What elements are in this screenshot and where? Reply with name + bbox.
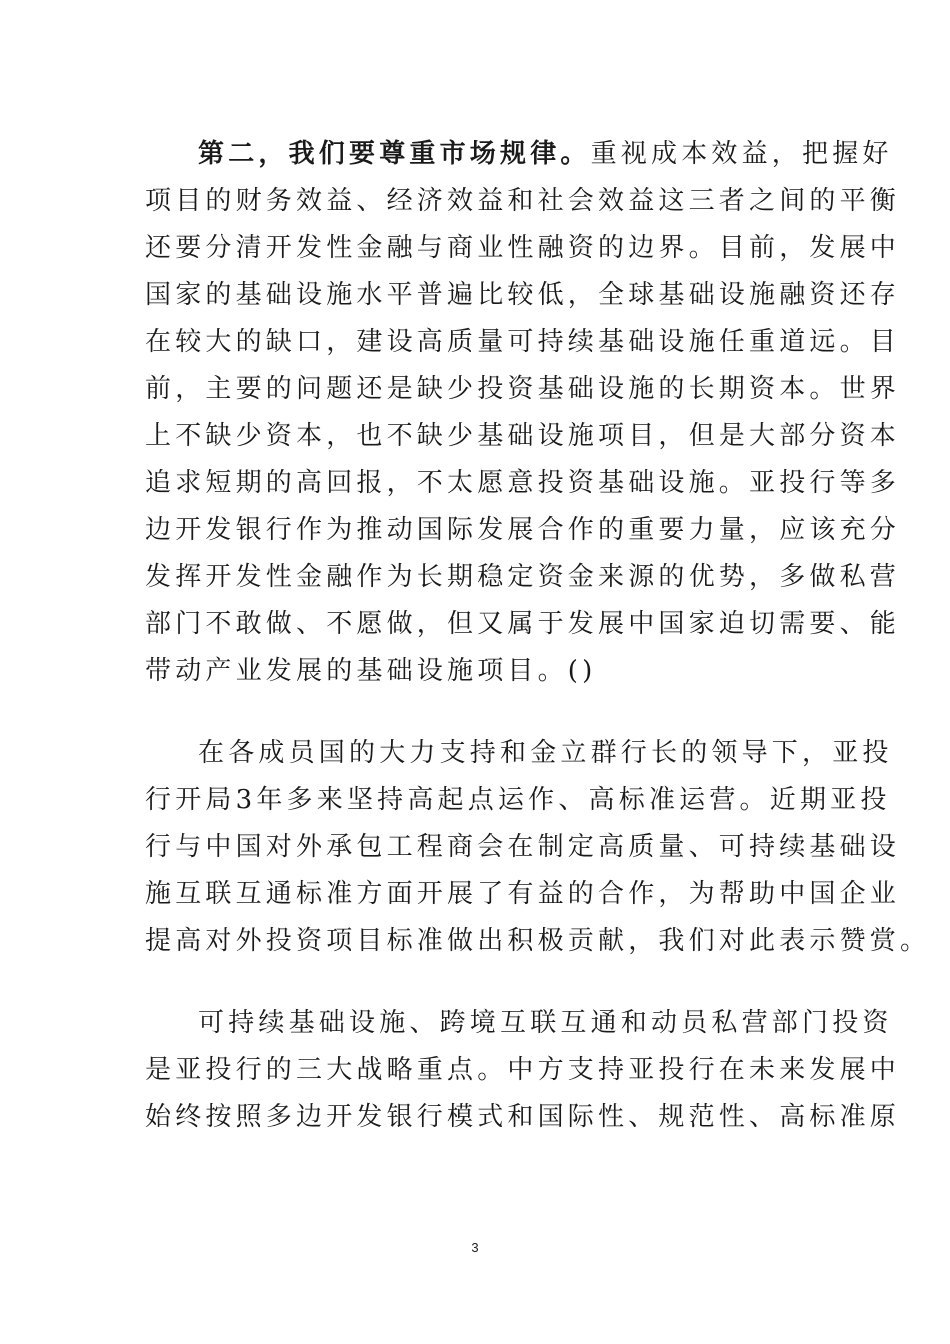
paragraph-1-line-1 [198,134,893,174]
paragraph-1-line-12: 带动产业发展的基础设施项目。() [145,656,597,686]
paragraph-1-line-5: 在较大的缺口，建设高质量可持续基础设施任重道远。目 [145,327,901,357]
paragraph-1-bold-lead: 第二，我们要尊重市场规律。 [198,139,591,169]
paragraph-2-line-3: 行与中国对外承包工程商会在制定高质量、可持续基础设 [145,832,901,862]
paragraph-1-line-1-text: 重视成本效益，把握好 [590,139,893,169]
paragraph-1-line-10: 发挥开发性金融作为长期稳定资金来源的优势，多做私营 [145,562,901,592]
page-number: 3 [471,1240,479,1255]
paragraph-1-line-8: 追求短期的高回报，不太愿意投资基础设施。亚投行等多 [145,468,901,498]
paragraph-2-line-5: 提高对外投资项目标准做出积极贡献，我们对此表示赞赏。 [145,926,931,956]
paragraph-1-line-4: 国家的基础设施水平普遍比较低，全球基础设施融资还存 [145,280,901,310]
paragraph-1-line-11: 部门不敢做、不愿做，但又属于发展中国家迫切需要、能 [145,609,901,639]
paragraph-1-line-2: 项目的财务效益、经济效益和社会效益这三者之间的平衡 [145,186,901,216]
paragraph-1-line-3: 还要分清开发性金融与商业性融资的边界。目前，发展中 [145,233,901,263]
paragraph-3-line-2: 是亚投行的三大战略重点。中方支持亚投行在未来发展中 [145,1055,901,1085]
paragraph-1-line-6: 前，主要的问题还是缺少投资基础设施的长期资本。世界 [145,374,901,404]
paragraph-1-line-9: 边开发银行作为推动国际发展合作的重要力量，应该充分 [145,515,901,545]
paragraph-3-line-1: 可持续基础设施、跨境互联互通和动员私营部门投资 [198,1008,893,1038]
paragraph-2-line-4: 施互联互通标准方面开展了有益的合作，为帮助中国企业 [145,879,901,909]
paragraph-2-line-2: 行开局3年多来坚持高起点运作、高标准运营。近期亚投 [145,785,891,815]
paragraph-1-line-7: 上不缺少资本，也不缺少基础设施项目，但是大部分资本 [145,421,901,451]
paragraph-3-line-3: 始终按照多边开发银行模式和国际性、规范性、高标准原 [145,1102,901,1132]
paragraph-2-line-1: 在各成员国的大力支持和金立群行长的领导下，亚投 [198,738,893,768]
